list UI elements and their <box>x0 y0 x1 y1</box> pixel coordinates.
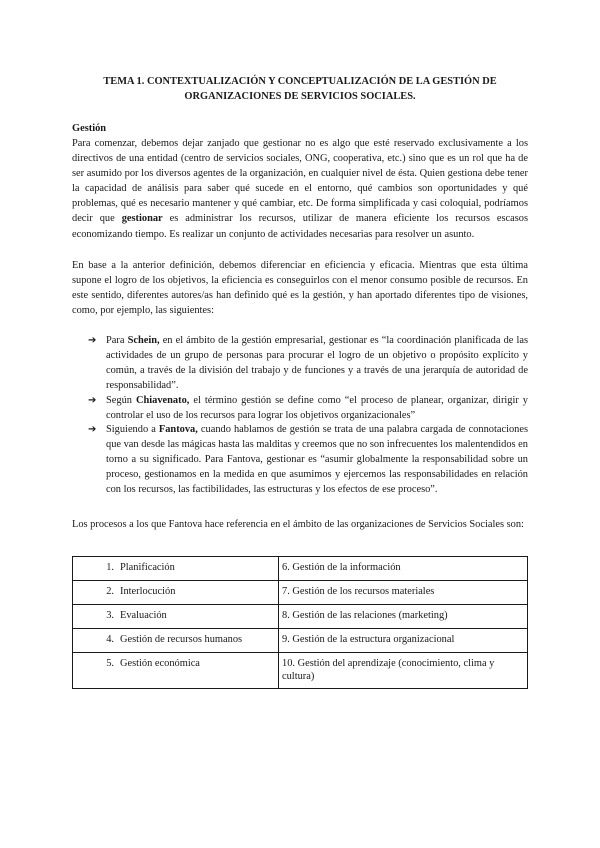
table-row: 1. Planificación 6. Gestión de la información <box>73 557 528 581</box>
table-row: 3. Evaluación 8. Gestión de las relaciones (marketing) <box>73 605 528 629</box>
definitions-list <box>72 334 528 498</box>
processes-table <box>72 556 528 689</box>
bold-term: gestionar <box>121 213 163 225</box>
paragraph-gestion: Para comenzar, debemos dejar zanjado que gestionar no es algo que esté reservado exclusivamente a los directivos de una entidad (centro de servicios sociales, ONG, cooperativa, etc.) sino que es un rol que ha de ser asumido por los diversos agentes de la organización, en cualquier nivel de ésta. Quien gestiona debe tener la capacidad de análisis para saber qué sucede en el entorno, qué cambios son oportunidades y qué problemas, qué es necesario mantener y qué cambiar, etc. De forma simplificada y casi coloquial, podríamos decir que gestionar es administrar los recursos, utilizar de manera eficiente los recursos escasos economizando tiempo. Es realizar un conjunto de actividades necesarias para resolver un asunto. <box>72 138 528 240</box>
document-title: TEMA 1. CONTEXTUALIZACIÓN Y CONCEPTUALIZACIÓN DE LA GESTIÓN DE ORGANIZACIONES DE SERVICIOS SOCIALES. <box>103 76 497 102</box>
list-item: ➔ Según Chiavenato, el término gestión se define como “el proceso de planear, organizar, dirigir y controlar el uso de los recursos para lograr los objetivos organizacionales” <box>88 394 529 421</box>
arrow-right-icon: ➔ <box>88 394 97 406</box>
arrow-right-icon: ➔ <box>88 424 97 436</box>
list-item: ➔ Siguiendo a Fantova, cuando hablamos de gestión se trata de una palabra cargada de connotaciones que van desde las mágicas hasta las malditas y creemos que no son infrecuentes los malentendidos en torno a su significado. Para Fantova, gestionar es “asumir globalmente la responsabilidad sobre un proceso, gestionamos en la medida en que asumimos y ejercemos las responsabilidades en relación con los recursos, las factibilidades, las estructuras y los efectos de ese proceso”. <box>88 424 529 496</box>
table-row: 5. Gestión económica 10. Gestión del aprendizaje (conocimiento, clima y cultura) <box>73 653 528 689</box>
section-heading: Gestión <box>72 123 107 134</box>
table-row: 4. Gestión de recursos humanos 9. Gestión de la estructura organizacional <box>73 629 528 653</box>
paragraph-eficiencia: En base a la anterior definición, debemos diferenciar en eficiencia y eficacia. Mientras que esta última supone el logro de los objetivos, la eficiencia es conseguirlos con el menor consumo posible de recursos. En este sentido, diferentes autores/as han definido qué es la gestión, y han aportado diferentes tipo de visiones, como, por ejemplo, las siguientes: <box>72 259 528 316</box>
document-page <box>72 74 528 689</box>
arrow-right-icon: ➔ <box>88 335 97 347</box>
list-item: ➔ Para Schein, en el ámbito de la gestión empresarial, gestionar es “la coordinación planificada de las actividades de un grupo de personas para procurar el logro de un objetivo o propósito explícito y común, a través de la división del trabajo y de funciones y a través de una jerarquía de autoridad de responsabilidad”. <box>88 335 529 391</box>
paragraph-procesos: Los procesos a los que Fantova hace referencia en el ámbito de las organizaciones de Servicios Sociales son: <box>72 519 524 530</box>
table-row: 2. Interlocución 7. Gestión de los recursos materiales <box>73 581 528 605</box>
